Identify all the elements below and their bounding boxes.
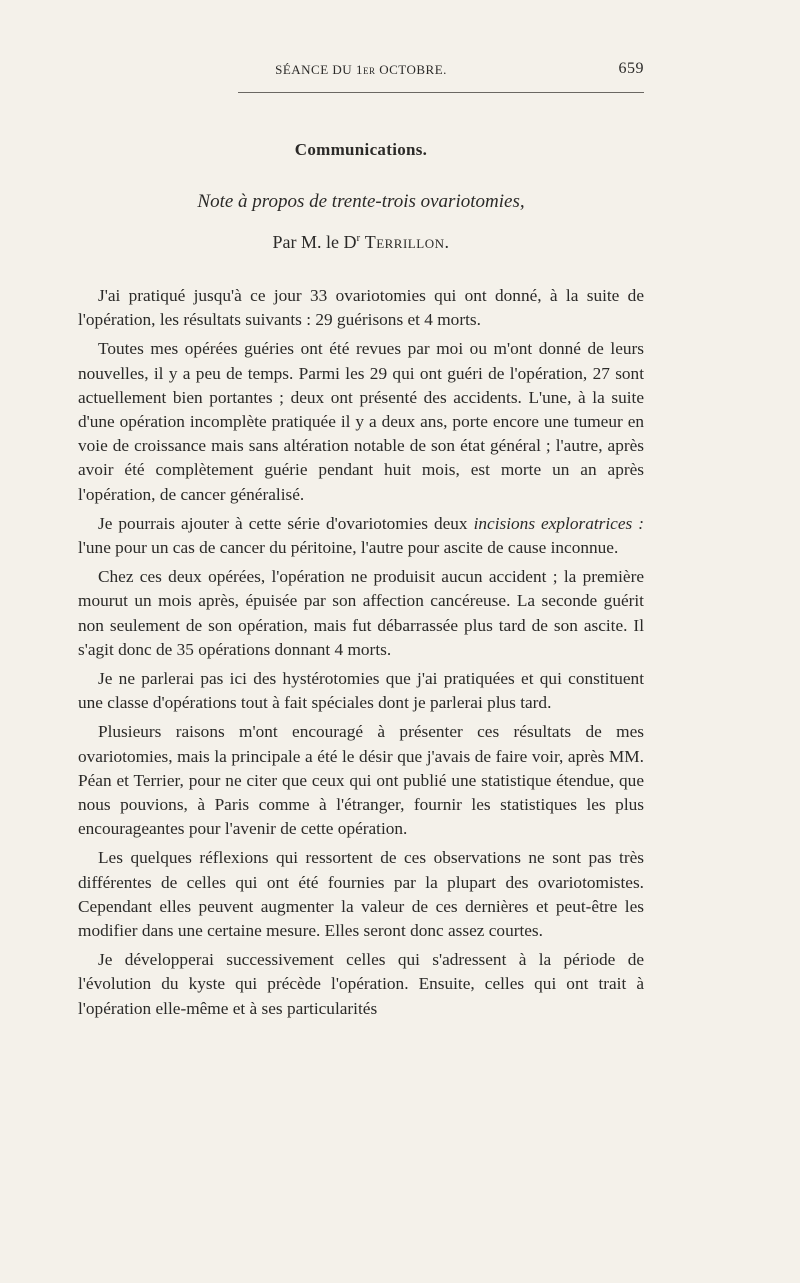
byline bbox=[78, 232, 644, 253]
author-name: Terrillon. bbox=[364, 232, 450, 252]
section-title: Communications. bbox=[294, 140, 428, 159]
paragraph-4: Chez ces deux opérées, l'opération ne produisit aucun accident ; la première mourut un mois après, épuisée par son affection cancéreuse. La seconde guérit non seulement de son opération, mais fut débarrassée plus tard de son ascite. Il s'agit donc de 35 opérations donnant 4 morts. bbox=[78, 567, 644, 659]
paragraph-6: Plusieurs raisons m'ont encouragé à présenter ces résultats de mes ovariotomies, mais la principale a été le désir que j'avais de faire voir, après MM. Péan et Terrier, pour ne citer que ceux qui ont publié une statistique étendue, que nous pouvions, à Paris comme à l'étranger, fournir les statistiques les plus encourageantes pour l'avenir de cette opération. bbox=[78, 722, 644, 839]
running-head bbox=[78, 58, 644, 84]
body-text bbox=[78, 284, 644, 1026]
paragraph-2: Toutes mes opérées guéries ont été revues par moi ou m'ont donné de leurs nouvelles, il y a peu de temps. Parmi les 29 qui ont guéri de l'opération, 27 sont actuellement bien portantes ; deux ont présenté des accidents. L'une, à la suite d'une opération incomplète pratiquée il y a deux ans, porte encore une tumeur en voie de croissance mais sans altération notable de son état général ; l'autre, après avoir été complètement guérie pendant huit mois, est morte un an après l'opération, de cancer généralisé. bbox=[78, 339, 644, 504]
paragraph-3-end: l'une pour un cas de cancer du péritoine, l'autre pour ascite de cause inconnue. bbox=[78, 538, 619, 558]
byline-prefix: Par M. le D bbox=[272, 232, 357, 252]
byline-superscript: r bbox=[356, 232, 361, 244]
paragraph-3-start: Je pourrais ajouter à cette série d'ovariotomies deux bbox=[98, 513, 474, 533]
document-page bbox=[78, 0, 644, 1283]
paragraph-1: J'ai pratiqué jusqu'à ce jour 33 ovariotomies qui ont donné, à la suite de l'opération, les résultats suivants : 29 guérisons et 4 morts. bbox=[78, 286, 644, 330]
paragraph-7: Les quelques réflexions qui ressortent de ces observations ne sont pas très différentes de celles qui ont été fournies par la plupart des ovariotomistes. Cependant elles peuvent augmenter la valeur de ces dernières et peut-être les modifier dans une certaine mesure. Elles seront donc assez courtes. bbox=[78, 848, 644, 941]
header-rule bbox=[238, 92, 644, 93]
paragraph-3 bbox=[78, 512, 644, 560]
page-number: 659 bbox=[618, 60, 644, 77]
paragraph-5: Je ne parlerai pas ici des hystérotomies que j'ai pratiquées et qui constituent une classe d'opérations tout à fait spéciales dont je parlerai plus tard. bbox=[78, 669, 644, 713]
paragraph-8: Je développerai successivement celles qui s'adressent à la période de l'évolution du kyste qui précède l'opération. Ensuite, celles qui ont trait à l'opération elle-même et à ses particularités bbox=[78, 950, 644, 1018]
paragraph-3-emphasis: incisions exploratrices : bbox=[473, 513, 645, 533]
running-title: SÉANCE DU 1er OCTOBRE. bbox=[275, 62, 447, 77]
article-title: Note à propos de trente-trois ovariotomies, bbox=[197, 191, 525, 212]
